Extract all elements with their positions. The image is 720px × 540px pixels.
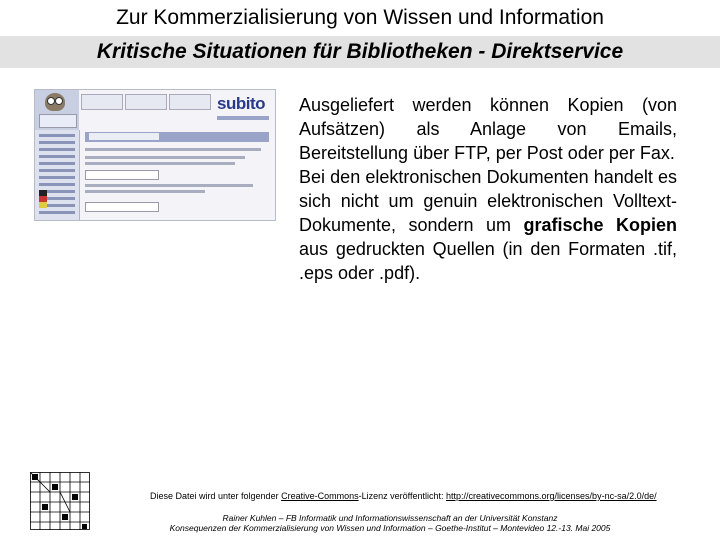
screenshot-logo-area: [35, 90, 79, 130]
subito-tagline: [217, 116, 269, 120]
institute-grid-logo: [30, 472, 90, 530]
emphasis-grafische-kopien: grafische Kopien: [523, 215, 677, 235]
screenshot-text-line: [85, 184, 253, 187]
screenshot-nav-button: [125, 94, 167, 110]
owl-icon: [45, 93, 65, 111]
body-text: [299, 93, 677, 285]
german-flag-icon: [39, 190, 47, 208]
body-paragraph-1: Ausgeliefert werden können Kopien (von Aufsätzen) als Anlage von Emails, Bereitstellung über FTP, per Post oder per Fax.: [299, 95, 677, 163]
subito-website-screenshot: [34, 89, 276, 221]
screenshot-text-line: [85, 190, 205, 193]
screenshot-input-box: [85, 202, 159, 212]
subito-logo: subito: [217, 94, 265, 113]
subtitle-bar: [0, 36, 720, 68]
license-url-link[interactable]: http://creativecommons.org/licenses/by-nc-sa/2.0/de/: [446, 491, 657, 501]
screenshot-text-line: [85, 148, 261, 151]
event-credit: Konsequenzen der Kommerzialisierung von Wissen und Information – Goethe-Institut – Montevideo 12.-13. Mai 2005: [169, 523, 611, 533]
license-notice: Diese Datei wird unter folgender Creative-Commons-Lizenz veröffentlicht: http://creativecommons.org/licenses/by-nc-sa/2.0/de/: [150, 491, 657, 501]
screenshot-text-line: [85, 162, 235, 165]
screenshot-input-box: [85, 170, 159, 180]
title-bar: [0, 0, 720, 36]
screenshot-welcome-header: [85, 132, 269, 142]
creative-commons-link[interactable]: Creative-Commons: [281, 491, 359, 501]
slide-title: Zur Kommerzialisierung von Wissen und Information: [116, 6, 604, 29]
screenshot-nav-button: [169, 94, 211, 110]
screenshot-nav-button: [81, 94, 123, 110]
slide-subtitle: Kritische Situationen für Bibliotheken - Direktservice: [96, 40, 624, 63]
screenshot-text-line: [85, 156, 245, 159]
body-paragraph-2: Bei den elektronischen Dokumenten handelt es sich nicht um genuin elektronischen Volltext-Dokumente, sondern um grafische Kopien aus gedruckten Quellen (in den Formaten .tif, .eps oder .pdf).: [299, 167, 677, 283]
author-credit: Rainer Kuhlen – FB Informatik und Informationswissenschaft an der Universität Konstanz: [222, 513, 558, 523]
screenshot-logo-label: [39, 114, 77, 128]
